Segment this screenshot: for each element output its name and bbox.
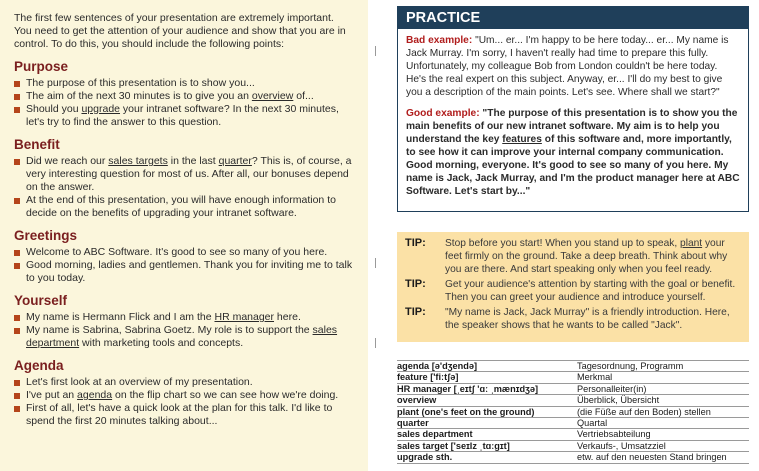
margin-tick <box>375 46 376 56</box>
tip-label: TIP: <box>405 278 426 290</box>
text-segment: your intranet software? In the next 30 minutes, let's try to find the answer to this question. <box>26 103 339 128</box>
vocabulary-table <box>397 360 749 468</box>
section-heading: Agenda <box>14 358 64 373</box>
vocab-term: sales department <box>397 429 473 440</box>
vocab-translation: Merkmal <box>577 372 613 383</box>
list-item <box>14 194 354 220</box>
good-example-label: Good example: <box>406 108 480 119</box>
text-segment: Welcome to ABC Software. It's good to see so many of you here. <box>26 246 328 258</box>
text-segment: with marketing tools and concepts. <box>79 337 244 349</box>
vocab-translation: Personalleiter(in) <box>577 383 647 394</box>
text-segment: Should you <box>26 103 82 115</box>
text-segment: your feet firmly on the ground. Take a deep breath. Think about why you are there. And start speaking only when you feel ready. <box>445 238 728 275</box>
section-heading: Yourself <box>14 293 68 308</box>
good-text-part: "The purpose of this presentation is to show you the main benefits of our new intranet software. My aim is to help you understand the key <box>406 108 738 145</box>
practice-title: PRACTICE <box>398 7 748 29</box>
underlined-term: sales department <box>26 324 338 349</box>
text-segment: First of all, let's have a quick look at the plan for this talk. I'd like to spend the first 20 minutes talking about... <box>26 402 333 427</box>
list-item <box>14 103 354 129</box>
vocab-translation: Überblick, Übersicht <box>577 395 660 406</box>
vocab-row <box>397 441 749 452</box>
section-list <box>14 155 354 220</box>
underlined-term: agenda <box>77 389 113 401</box>
section-list <box>14 311 354 350</box>
text-segment: of... <box>293 90 314 102</box>
section-heading: Greetings <box>14 228 78 243</box>
good-text-underlined: features <box>502 134 542 145</box>
vocab-term: agenda [ə'dʒendə] <box>397 361 478 371</box>
tip-label: TIP: <box>405 306 426 318</box>
list-item <box>14 155 354 194</box>
text-segment: My name is Sabrina, Sabrina Goetz. My role is to support the <box>26 324 313 336</box>
underlined-term: overview <box>251 90 294 102</box>
vocab-translation: (die Füße auf den Boden) stellen <box>577 406 711 417</box>
vocab-term: plant (one's feet on the ground) <box>397 406 535 417</box>
underlined-term: upgrade <box>81 103 121 115</box>
text-segment: Get your audience's attention by starting with the goal or benefit. Then you can greet your audience and introduce yourself. <box>445 279 736 303</box>
text-segment: "My name is Jack, Jack Murray" is a friendly introduction. Here, the speaker shows that he wants to be called "Jack". <box>445 307 730 331</box>
tip-label: TIP: <box>405 237 426 249</box>
section-list <box>14 77 354 129</box>
list-item <box>14 259 354 285</box>
underlined-term: quarter <box>218 155 252 167</box>
text-segment: in the last <box>167 155 219 167</box>
bad-example-text: "Um... er... I'm happy to be here today... er... My name is Jack Murray. I'm sorry, I haven't really had time to prepare this fully. Unfortunately, my colleague Bob from London couldn't be here today. He's the real expert on this subject. Anyway, er... I'll do my best to give you a description of the main points. Let's see. Where shall we start?" <box>406 35 729 98</box>
page-gutter <box>368 0 392 471</box>
tip-item <box>405 278 741 304</box>
vocab-term: feature ['fiːtʃə] <box>397 372 459 383</box>
section-list <box>14 246 354 285</box>
good-text-part: of this software and, more importantly, to see how it can improve your internal company communication. Good morning, everyone. It's good to see so many of you here. My name is Jack, Jack Murray, and I'm the product manager here at ABC Software. Let's start by..." <box>406 134 740 197</box>
vocab-row <box>397 429 749 440</box>
list-item <box>14 246 354 259</box>
vocab-row <box>397 418 749 429</box>
underlined-term: sales targets <box>108 155 168 167</box>
phrase-sections <box>14 59 354 428</box>
vocab-row <box>397 372 749 383</box>
vocab-translation: Tagesordnung, Programm <box>577 361 684 371</box>
tips-box <box>397 232 749 342</box>
section-list <box>14 376 354 428</box>
practice-body <box>398 29 748 198</box>
text-segment: here. <box>274 311 301 323</box>
text-segment: The purpose of this presentation is to show you... <box>26 77 255 89</box>
margin-tick <box>375 338 376 348</box>
tip-item <box>405 237 741 276</box>
list-item <box>14 389 354 402</box>
vocab-row <box>397 384 749 395</box>
text-segment: The aim of the next 30 minutes is to give you an <box>26 90 252 102</box>
tip-item <box>405 306 741 332</box>
vocab-translation: Quartal <box>577 417 608 428</box>
vocab-term: upgrade sth. <box>397 452 453 463</box>
list-item <box>14 402 354 428</box>
vocab-translation: Verkaufs-, Umsatzziel <box>577 440 666 451</box>
list-item <box>14 90 354 103</box>
bad-example-label: Bad example: <box>406 35 473 46</box>
text-segment: Let's first look at an overview of my presentation. <box>26 376 253 388</box>
good-example <box>406 107 740 198</box>
text-segment: Good morning, ladies and gentlemen. Thank you for inviting me to talk to you today. <box>26 259 353 284</box>
section-heading: Purpose <box>14 59 69 74</box>
underlined-term: HR manager <box>214 311 275 323</box>
vocab-translation: Vertriebsabteilung <box>577 429 651 440</box>
vocab-row <box>397 395 749 406</box>
list-item <box>14 311 354 324</box>
vocab-term: overview <box>397 395 437 406</box>
vocab-term: sales target ['seɪlz ˌtɑːgɪt] <box>397 440 510 451</box>
section-heading: Benefit <box>14 137 60 152</box>
text-segment: on the flip chart so we can see how we're doing. <box>112 389 339 401</box>
vocab-row <box>397 360 749 372</box>
underlined-term: plant <box>680 238 703 249</box>
vocab-term: quarter <box>397 417 429 428</box>
vocab-row <box>397 452 749 463</box>
text-segment: ? This is, of course, a very interesting question for most of us. After all, our bonuses depend on the answer. <box>26 155 352 193</box>
vocab-translation: etw. auf den neuesten Stand bringen <box>577 452 727 463</box>
good-example-text <box>406 108 740 197</box>
list-item <box>14 376 354 389</box>
text-segment: Did we reach our <box>26 155 109 167</box>
vocab-row <box>397 407 749 418</box>
bad-example <box>406 34 740 99</box>
text-segment: I've put an <box>26 389 78 401</box>
text-segment: At the end of this presentation, you will have enough information to decide on the benefits of upgrading your intranet software. <box>26 194 336 219</box>
text-segment: My name is Hermann Flick and I am the <box>26 311 215 323</box>
list-item <box>14 77 354 90</box>
left-column <box>0 0 368 471</box>
intro-paragraph: The first few sentences of your presentation are extremely important. You need to get the attention of your audience and show that you are in control. To do this, you should include the following points: <box>14 12 346 50</box>
text-segment: Stop before you start! When you stand up to speak, <box>445 238 681 249</box>
vocab-term: HR manager [ˌeɪtʃ 'ɑː ˌmænɪdʒə] <box>397 383 539 394</box>
list-item <box>14 324 354 350</box>
practice-box <box>397 6 749 212</box>
margin-tick <box>375 258 376 268</box>
